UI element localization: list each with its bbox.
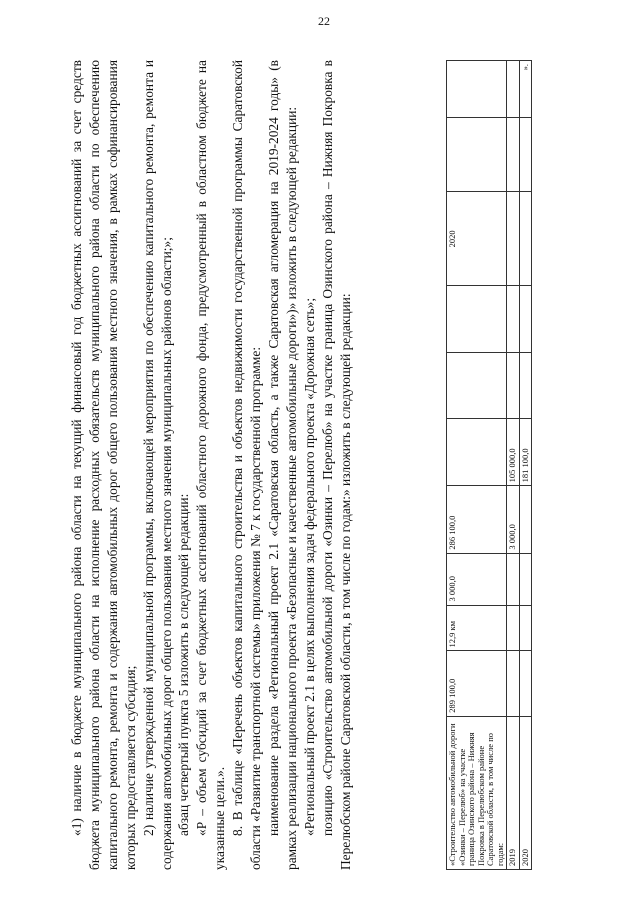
paragraph: 8. В таблице «Перечень объектов капитального строительства и объектов недвижимости государственной программы Саратовской области «Развитие транспортной системы» приложения № 7 к государственной программе: xyxy=(230,60,264,870)
objects-table xyxy=(446,60,532,870)
table-cell: 3 000,0 xyxy=(447,553,507,605)
table-cell: 12,9 км xyxy=(447,605,507,651)
table-cell: 181 100,0 xyxy=(519,419,532,486)
paragraph: «Региональный проект 2.1 в целях выполнения задач федерального проекта «Дорожная сеть»; xyxy=(301,297,317,836)
table-cell xyxy=(519,605,532,651)
table-cell xyxy=(447,419,507,486)
table-cell: 2019 xyxy=(507,716,520,869)
table-cell xyxy=(507,352,520,418)
table-cell xyxy=(447,352,507,418)
table-cell xyxy=(519,486,532,553)
table-cell: 3 000,0 xyxy=(507,486,520,553)
paragraph: позицию «Строительство автомобильной дороги «Озинки – Перелюб» на участке граница Озинского района – Нижняя Покровка в Перелюбском районе Саратовской области, в том числе по годам:» изложить в следующей редакции: xyxy=(319,60,353,870)
table-cell xyxy=(507,118,520,192)
table-cell: 105 000,0 xyxy=(507,419,520,486)
table-cell xyxy=(519,352,532,418)
table-cell xyxy=(507,605,520,651)
table-cell xyxy=(519,286,532,352)
table-cell xyxy=(507,61,520,118)
table-cell xyxy=(519,192,532,286)
table-cell xyxy=(507,192,520,286)
table-cell: 289 100,0 xyxy=(447,651,507,716)
rotated-page-content xyxy=(68,60,573,870)
paragraph: «Р – объем субсидий за счет бюджетных ассигнований областного дорожного фонда, предусмотренный в областном бюджете на указанные цели.». xyxy=(194,60,228,870)
table-cell xyxy=(447,61,507,118)
page-number: 22 xyxy=(318,14,330,28)
table-cell xyxy=(447,118,507,192)
table-cell: 286 100,0 xyxy=(447,486,507,553)
paragraph: абзац четвертый пункта 5 изложить в следующей редакции: xyxy=(176,493,192,836)
table-row xyxy=(507,61,520,870)
table-cell: 2020 xyxy=(447,192,507,286)
table-cell xyxy=(507,651,520,716)
table-cell xyxy=(519,553,532,605)
body-text xyxy=(68,60,355,870)
table-cell xyxy=(519,651,532,716)
paragraph: наименование раздела «Региональный проект 2.1 «Саратовская область, а также Саратовская агломерация на 2019-2024 годы» (в рамках реализации национального проекта «Безопасные и качественные автомобильные дороги»)» изложить в следующей редакции: xyxy=(265,60,299,870)
paragraph: «1) наличие в бюджете муниципального района области на текущий финансовый год бюджетных ассигнований за счет средств бюджета муниципального района области на исполнение расходных обязательств муниципального района области по обеспечению капитального ремонта, ремонта и содержания автомобильных дорог общего пользования местного значения, в рамках софинансирования которых предоставляется субсидия; xyxy=(69,60,138,870)
table-cell xyxy=(519,118,532,192)
paragraph: 2) наличие утвержденной муниципальной программы, включающей мероприятия по обеспечению капитального ремонта, ремонта и содержания автомобильных дорог общего пользования местного значения муниципальных районов области;»; xyxy=(140,60,174,870)
table-cell xyxy=(507,286,520,352)
table-cell xyxy=(447,286,507,352)
table-cell xyxy=(507,553,520,605)
table-cell: ». xyxy=(519,61,532,118)
table-row xyxy=(519,61,532,870)
table-cell: 2020 xyxy=(519,716,532,869)
table-row xyxy=(447,61,507,870)
table-cell: «Строительство автомобильной дороги «Озинки – Перелюб» на участке граница Озинского района – Нижняя Покровка в Перелюбском районе Саратовской области, в том числе по годам: xyxy=(447,716,507,869)
